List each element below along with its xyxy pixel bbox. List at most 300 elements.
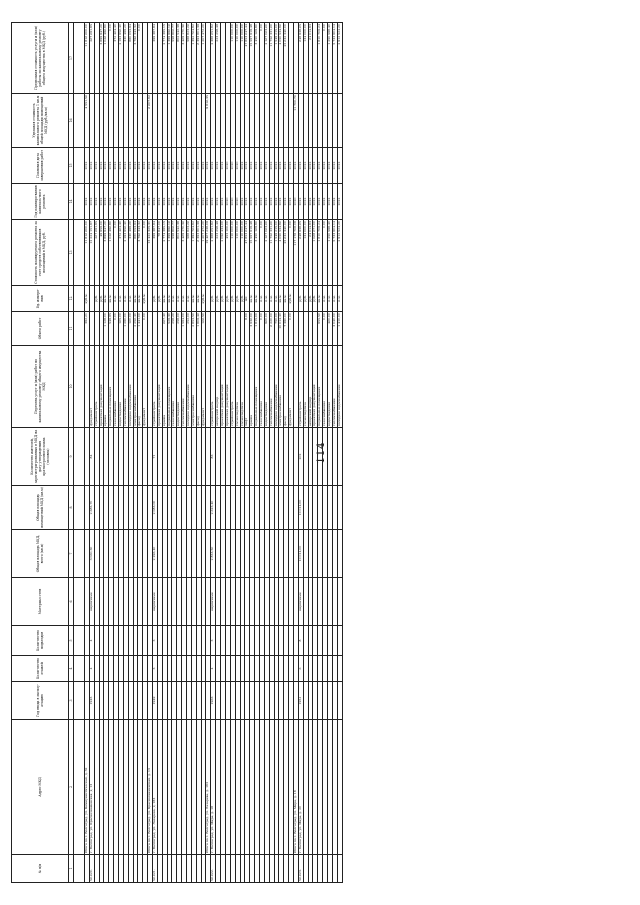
column-number: 2 <box>69 720 74 855</box>
plan-year: 2022 <box>94 184 99 220</box>
entrances: 3 <box>153 626 158 656</box>
limit-cost: 372 464,40 <box>114 23 119 94</box>
end-year: 2022 <box>138 148 143 184</box>
column-header: Год планиро-вания капиталь-ного ремонта <box>12 184 69 220</box>
plan-year: 2022 <box>123 184 128 220</box>
limit-cost: 110 000,00 <box>230 23 235 94</box>
work-cost: 2 912 524,20 <box>337 220 342 286</box>
column-header: Коли-чество подъездов <box>12 626 69 656</box>
work-cost: 558 806,77 <box>172 220 177 286</box>
limit-cost: 1 810 709,24 <box>318 23 323 94</box>
plan-year: 2022 <box>172 184 177 220</box>
total-cost: 117 178 708,08 <box>293 220 298 286</box>
work-unit: руб. <box>235 286 240 312</box>
end-year: 2022 <box>289 148 294 184</box>
limit-cost: 0,00 <box>259 23 264 94</box>
plan-year: 2020 <box>230 184 235 220</box>
work-unit: шт. <box>245 286 250 312</box>
end-year: 2022 <box>274 148 279 184</box>
limit-cost: 1 399 996,16 <box>167 23 172 94</box>
work-cost: 1 392 764,82 <box>191 220 196 286</box>
total-label: Итого по г. Волгоград, ул. Коммунистическая, д. 32 <box>85 720 90 855</box>
plan-year: 2022 <box>313 184 318 220</box>
work-unit: кв.м. <box>162 286 167 312</box>
end-year: 2022 <box>255 148 260 184</box>
work-cost: 1 549 215,00 <box>274 220 279 286</box>
work-type: фундамент <box>143 346 148 428</box>
work-type: проектная документация <box>313 346 318 428</box>
work-cost: 49 959,00 <box>99 220 104 286</box>
empty-cell <box>74 626 85 656</box>
end-year: 2022 <box>94 148 99 184</box>
column-header: Общая площадь МКД, всего (кв.м) <box>12 530 69 578</box>
work-cost: 134 000,00 <box>303 220 308 286</box>
work-cost: 267 691,85 <box>94 220 99 286</box>
work-type: теплоснабжение <box>182 346 187 428</box>
house-address: г. Волгоград, ул. Лазарева, д. 183 <box>153 720 158 855</box>
unit-cost: 4 551,56 <box>85 94 90 148</box>
work-type: госэкспертиза <box>235 346 240 428</box>
plan-year: 2022 <box>216 184 221 220</box>
end-year: 2022 <box>157 148 162 184</box>
entrances: 8 <box>298 626 303 656</box>
work-volume: 7 390,00 <box>284 312 289 346</box>
work-volume: 8,00 <box>245 312 250 346</box>
work-unit: кв.м. <box>250 286 255 312</box>
limit-cost: 25 632 340,00 <box>284 23 289 94</box>
work-unit: п.м. <box>269 286 274 312</box>
plan-year: 2022 <box>323 184 328 220</box>
work-cost: 1 250 598,40 <box>327 220 332 286</box>
plan-year: 2022 <box>245 184 250 220</box>
work-unit: п.м. <box>177 286 182 312</box>
end-year: 2022 <box>201 148 206 184</box>
work-volume: 1 809,46 <box>196 312 201 346</box>
build-year: 1949 <box>153 682 158 720</box>
plan-year: 2022 <box>318 184 323 220</box>
work-cost: 0,00 <box>143 220 148 286</box>
work-type: проектная документация <box>221 346 226 428</box>
total-volume: 392,21 <box>85 312 90 346</box>
work-cost: 0,00 <box>323 220 328 286</box>
empty-cell <box>74 346 85 428</box>
work-unit: руб. <box>230 286 235 312</box>
work-type: фасад <box>138 346 143 428</box>
unit-cost: 9 816,35 <box>206 94 211 148</box>
empty-cell <box>337 855 342 883</box>
work-type: авторский надзор <box>308 346 313 428</box>
work-unit: п.м. <box>119 286 124 312</box>
plan-year: 2022 <box>191 184 196 220</box>
limit-cost: 223 258,49 <box>216 23 221 94</box>
work-cost: 4 050 534,86 <box>279 220 284 286</box>
area-rooms: 2 083,00 <box>153 486 158 530</box>
column-header: Плановая дата завершения работ <box>12 148 69 184</box>
work-unit: кв.м. <box>284 286 289 312</box>
work-unit: кв.м. <box>104 286 109 312</box>
work-volume: 166,50 <box>201 312 206 346</box>
column-header: Объем работ <box>12 312 69 346</box>
total-end-year: 2022 <box>293 148 298 184</box>
work-cost: 1 810 709,24 <box>318 220 323 286</box>
end-year: 2022 <box>318 148 323 184</box>
column-number: 14 <box>69 184 74 220</box>
end-year: 2022 <box>269 148 274 184</box>
limit-cost: 880 053,94 <box>128 23 133 94</box>
work-cost: 1 207 472,20 <box>201 220 206 286</box>
end-year: 2022 <box>240 148 245 184</box>
empty-cell <box>74 312 85 346</box>
work-unit: п.м. <box>327 286 332 312</box>
empty-cell <box>74 656 85 682</box>
end-year: 2022 <box>187 148 192 184</box>
plan-year: 2022 <box>327 184 332 220</box>
column-header: Год ввода в эксплу-атацию <box>12 682 69 720</box>
limit-cost: 802 542,38 <box>177 23 182 94</box>
work-unit: руб. <box>221 286 226 312</box>
total-cost: 19 467 238,09 <box>206 220 211 286</box>
column-number: 11 <box>69 312 74 346</box>
work-type: стройконтроль <box>211 346 216 428</box>
end-year: 2022 <box>327 148 332 184</box>
limit-cost: 2 167 063,60 <box>264 23 269 94</box>
work-volume: 2 256,40 <box>133 312 138 346</box>
column-header: Адрес МКД <box>12 720 69 855</box>
plan-year: 2022 <box>167 184 172 220</box>
work-cost: 880 053,94 <box>133 220 138 286</box>
spacer-row <box>74 23 85 883</box>
work-type: холодное водоснабжение <box>274 346 279 428</box>
work-cost: 588 823,26 <box>187 220 192 286</box>
total-end-year: 2022 <box>148 148 153 184</box>
end-year: 2022 <box>308 148 313 184</box>
work-cost: 12 224 151,87 <box>89 220 94 286</box>
work-cost: 1 399 996,16 <box>167 220 172 286</box>
end-year: 2022 <box>89 148 94 184</box>
total-end-year: 2022 <box>206 148 211 184</box>
total-year: 2022 <box>148 184 153 220</box>
table-body <box>74 23 343 883</box>
work-cost: 110 000,00 <box>240 220 245 286</box>
limit-cost: 267 691,85 <box>89 23 94 94</box>
work-type: госэкспертиза <box>240 346 245 428</box>
work-unit: руб. <box>303 286 308 312</box>
plan-year: 2022 <box>187 184 192 220</box>
work-cost: 3 450 169,80 <box>255 220 260 286</box>
end-year: 2022 <box>298 148 303 184</box>
work-unit: руб. <box>211 286 216 312</box>
work-type: подвальные помещения <box>255 346 260 428</box>
table-row <box>337 23 342 883</box>
work-type: газоснабжение <box>114 346 119 428</box>
work-type: стройконтроль <box>298 346 303 428</box>
floors: 4 <box>211 656 216 682</box>
end-year: 2022 <box>216 148 221 184</box>
end-year: 2022 <box>303 148 308 184</box>
plan-year: 2022 <box>274 184 279 220</box>
column-header: Удельная стоимость капитального ремонта 1 кв.м общей площади помещений МКД (руб./кв.м) <box>12 94 69 148</box>
work-cost: 11 756 331,60 <box>269 220 274 286</box>
plan-year: 2022 <box>89 184 94 220</box>
work-type: водоотведение <box>177 346 182 428</box>
work-cost: 6 393 801,39 <box>196 220 201 286</box>
plan-year: 2022 <box>332 184 337 220</box>
work-type: газоснабжение <box>323 346 328 428</box>
plan-year: 2020 <box>235 184 240 220</box>
empty-cell <box>337 720 342 855</box>
wall-material: кирпичные <box>89 578 94 626</box>
page-number: 114 <box>316 441 327 464</box>
work-volume: 549,95 <box>109 312 114 346</box>
empty-cell <box>74 578 85 626</box>
end-year: 2020 <box>235 148 240 184</box>
limit-cost: 1 549 215,00 <box>274 23 279 94</box>
work-unit: п.м. <box>323 286 328 312</box>
wall-material: кирпичные <box>153 578 158 626</box>
work-volume: 1 290,00 <box>123 312 128 346</box>
limit-cost: 0,00 <box>323 23 328 94</box>
plan-year: 2022 <box>303 184 308 220</box>
limit-cost: 110 000,00 <box>235 23 240 94</box>
work-type: подвальные помещения <box>109 346 114 428</box>
end-year: 2022 <box>211 148 216 184</box>
row-number: 56.622. <box>211 855 216 883</box>
column-number: 13 <box>69 220 74 286</box>
column-number: 15 <box>69 148 74 184</box>
work-unit: кв.м. <box>167 286 172 312</box>
work-type: крыша <box>162 346 167 428</box>
end-year: 2020 <box>230 148 235 184</box>
work-volume: 955,50 <box>318 312 323 346</box>
limit-cost: 0,00 <box>138 23 143 94</box>
build-year: 1963 <box>211 682 216 720</box>
work-type: фасад <box>284 346 289 428</box>
house-address: г. Волгоград, ул. Краснознаменская, д. 13 <box>89 720 94 855</box>
column-header: Предельная стоимость услуги и (или) работы по капитальному ремонту общего имущества в МКД (руб.) <box>12 23 69 94</box>
work-cost: 802 542,38 <box>177 220 182 286</box>
wall-material: кирпичные <box>298 578 303 626</box>
work-unit: п.м. <box>274 286 279 312</box>
work-type: холодное водоснабжение <box>128 346 133 428</box>
plan-year: 2022 <box>221 184 226 220</box>
total-limit: 11 816 600,00 <box>85 23 90 94</box>
limit-cost: 648 938,65 <box>298 23 303 94</box>
work-unit: руб. <box>313 286 318 312</box>
end-year: 2022 <box>133 148 138 184</box>
empty-cell <box>74 286 85 312</box>
end-year: 2022 <box>114 148 119 184</box>
limit-cost: 47 853 647,44 <box>245 23 250 94</box>
column-header: Материал стен <box>12 578 69 626</box>
work-cost: 223 258,49 <box>216 220 221 286</box>
build-year: 1945 <box>89 682 94 720</box>
work-unit: руб. <box>240 286 245 312</box>
work-unit: п.м. <box>182 286 187 312</box>
work-cost: 110 000,00 <box>235 220 240 286</box>
plan-year: 2022 <box>143 184 148 220</box>
work-volume: 960,00 <box>264 312 269 346</box>
row-number: 56.623. <box>298 855 303 883</box>
unit-cost: 11 700,70 <box>293 94 298 148</box>
build-year: 1951 <box>298 682 303 720</box>
work-unit: кв.м. <box>255 286 260 312</box>
limit-cost: 0,00 <box>109 23 114 94</box>
unit-cost: 6 607,82 <box>148 94 153 148</box>
empty-cell <box>74 530 85 578</box>
column-number: 7 <box>69 530 74 578</box>
end-year: 2022 <box>250 148 255 184</box>
column-number: 3 <box>69 682 74 720</box>
plan-year: 2022 <box>114 184 119 220</box>
empty-cell <box>337 656 342 682</box>
row-number: 56.621. <box>153 855 158 883</box>
work-type: водоотведение <box>119 346 124 428</box>
work-type: проектная документация <box>157 346 162 428</box>
work-volume: 1 410,00 <box>337 312 342 346</box>
end-year: 2022 <box>109 148 114 184</box>
empty-cell <box>74 486 85 530</box>
work-type: теплоснабжение <box>123 346 128 428</box>
column-number: 17 <box>69 23 74 94</box>
plan-year: 2022 <box>240 184 245 220</box>
work-unit: куб.м. <box>143 286 148 312</box>
work-type: фасад <box>196 346 201 428</box>
work-type: госэкспертиза <box>303 346 308 428</box>
work-cost: 1 068 671,00 <box>313 220 318 286</box>
work-unit: п.м. <box>337 286 342 312</box>
plan-year: 2022 <box>133 184 138 220</box>
work-cost: 5 733 904,14 <box>332 220 337 286</box>
house-address: г. Волгоград, ул. Мира, д. 20 <box>298 720 303 855</box>
column-number: 16 <box>69 94 74 148</box>
end-year: 2022 <box>162 148 167 184</box>
limit-cost: 11 756 331,60 <box>269 23 274 94</box>
work-unit: руб. <box>308 286 313 312</box>
work-volume: 258,00 <box>177 312 182 346</box>
limit-cost: 5 733 904,14 <box>332 23 337 94</box>
end-year: 2020 <box>225 148 230 184</box>
plan-year: 2022 <box>250 184 255 220</box>
plan-year: 2022 <box>284 184 289 220</box>
plan-year: 2022 <box>255 184 260 220</box>
plan-year: 2022 <box>138 184 143 220</box>
total-label: Итого по г. Волгоград, ул. Краснознаменская, д. 13 <box>148 720 153 855</box>
work-type: фундамент <box>89 346 94 428</box>
limit-cost: 1 207 472,20 <box>201 23 206 94</box>
area-total: 2 853,50 <box>211 530 216 578</box>
wall-material: кирпичные <box>211 578 216 626</box>
work-volume: 750,00 <box>274 312 279 346</box>
table-header-row <box>12 23 69 883</box>
work-unit: кв.м. <box>196 286 201 312</box>
work-unit: куб.м. <box>201 286 206 312</box>
end-year: 2022 <box>128 148 133 184</box>
work-type: фундамент <box>201 346 206 428</box>
column-number: 4 <box>69 656 74 682</box>
column-header: Стоимость планируемого ремонта за счет средств собственников помещений в МКД, руб. <box>12 220 69 286</box>
limit-cost: 2 388 651,82 <box>211 23 216 94</box>
column-number: 10 <box>69 346 74 428</box>
empty-cell <box>337 428 342 486</box>
work-unit: кв.м. <box>279 286 284 312</box>
work-cost: 78 847,00 <box>157 220 162 286</box>
limit-cost: 330 499,20 <box>123 23 128 94</box>
limit-cost: 4 050 534,86 <box>279 23 284 94</box>
end-year: 2022 <box>332 148 337 184</box>
work-type: проектная документация <box>99 346 104 428</box>
end-year: 2022 <box>313 148 318 184</box>
total-year: 2022 <box>85 184 90 220</box>
work-unit: кв.м. <box>191 286 196 312</box>
plan-year: 2020 <box>225 184 230 220</box>
work-volume: 258,20 <box>172 312 177 346</box>
column-header: Перечень услуг и (или) работ по капитальному ремонту общего имущества МКД <box>12 346 69 428</box>
work-type: подвальные помещения <box>318 346 323 428</box>
work-volume: 252,00 <box>187 312 192 346</box>
total-cost: 11 816 600,00 <box>85 220 90 286</box>
empty-cell <box>74 855 85 883</box>
work-unit: руб. <box>225 286 230 312</box>
work-type: стройконтроль <box>153 346 158 428</box>
plan-year: 2022 <box>279 184 284 220</box>
plan-year: 2022 <box>99 184 104 220</box>
plan-year: 2022 <box>104 184 109 220</box>
work-cost: 47 853 647,44 <box>245 220 250 286</box>
limit-cost: 1 026 496,80 <box>104 23 109 94</box>
plan-year: 2022 <box>157 184 162 220</box>
work-cost: 25 632 340,00 <box>284 220 289 286</box>
empty-cell <box>74 220 85 286</box>
end-year: 2022 <box>143 148 148 184</box>
work-cost: 3 796 343,32 <box>138 220 143 286</box>
end-year: 2022 <box>264 148 269 184</box>
work-unit: п.м. <box>114 286 119 312</box>
plan-year: 2022 <box>337 184 342 220</box>
area-total: 2 296,40 <box>153 530 158 578</box>
plan-year: 2022 <box>177 184 182 220</box>
plan-year: 2022 <box>269 184 274 220</box>
work-volume: 3 040,00 <box>332 312 337 346</box>
plan-year: 2022 <box>259 184 264 220</box>
work-unit: кв.м. <box>133 286 138 312</box>
work-cost: 3 899 947,20 <box>104 220 109 286</box>
end-year: 2022 <box>221 148 226 184</box>
empty-cell <box>74 148 85 184</box>
work-cost: 2 774 395,15 <box>162 220 167 286</box>
work-unit: руб. <box>153 286 158 312</box>
limit-cost: 2 193 956,40 <box>119 23 124 94</box>
row-number: 56.620. <box>89 855 94 883</box>
work-unit: руб. <box>298 286 303 312</box>
work-unit: кв.м. <box>138 286 143 312</box>
work-cost: 15 597 919,48 <box>250 220 255 286</box>
empty-cell <box>337 530 342 578</box>
empty-cell <box>337 578 342 626</box>
plan-year: 2022 <box>162 184 167 220</box>
work-volume: 10 014,40 <box>279 312 284 346</box>
limit-cost: 2 912 524,20 <box>337 23 342 94</box>
work-unit: п.м. <box>123 286 128 312</box>
work-volume: 0,00 <box>114 312 119 346</box>
work-volume: 165,00 <box>119 312 124 346</box>
end-year: 2022 <box>153 148 158 184</box>
plan-year: 2022 <box>308 184 313 220</box>
end-year: 2022 <box>123 148 128 184</box>
limit-cost: 588 823,26 <box>187 23 192 94</box>
work-unit: руб. <box>94 286 99 312</box>
residents: 84 <box>89 428 94 486</box>
column-number: 6 <box>69 578 74 626</box>
